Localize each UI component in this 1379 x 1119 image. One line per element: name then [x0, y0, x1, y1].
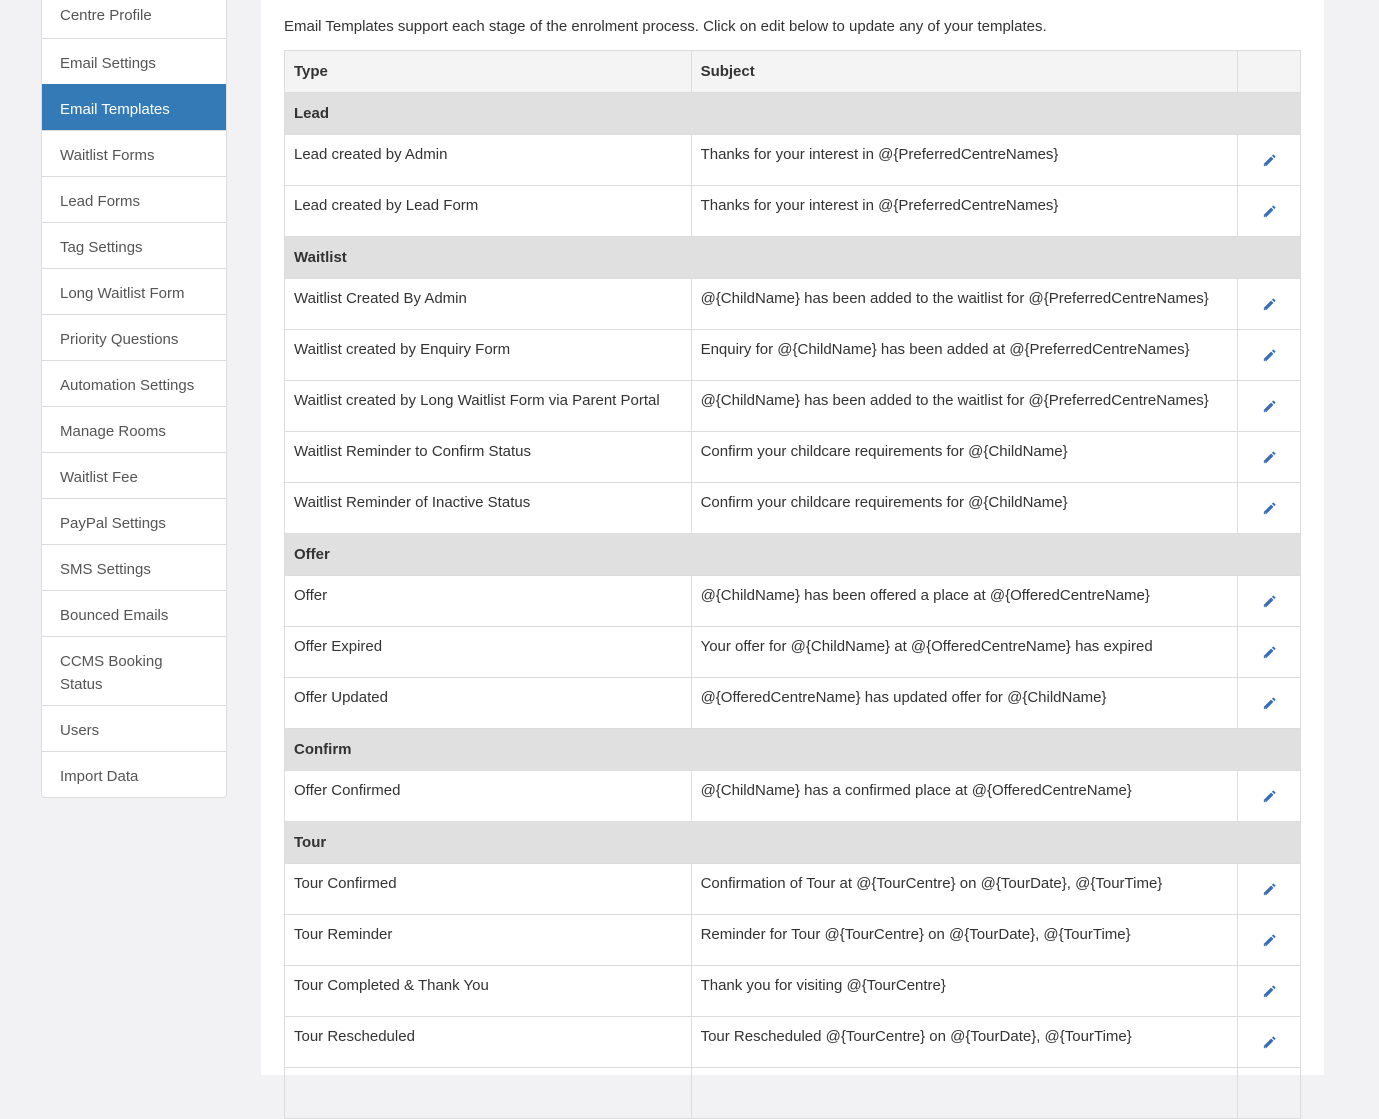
pencil-icon[interactable]: [1261, 450, 1277, 466]
action-cell: [1238, 279, 1301, 330]
template-type: Lead created by Lead Form: [285, 186, 692, 237]
action-cell: [1238, 771, 1301, 822]
template-type: Waitlist Reminder of Inactive Status: [285, 483, 692, 534]
template-subject: Thanks for your interest in @{PreferredCentreNames}: [691, 135, 1237, 186]
table-row: [285, 915, 1301, 966]
sidebar-item-paypal-settings[interactable]: PayPal Settings: [42, 498, 226, 544]
template-type: Tour Completed & Thank You: [285, 966, 692, 1017]
sidebar-item-long-waitlist-form[interactable]: Long Waitlist Form: [42, 268, 226, 314]
action-cell: [1238, 135, 1301, 186]
table-row: [285, 432, 1301, 483]
template-type: Tour Reminder: [285, 915, 692, 966]
pencil-icon[interactable]: [1261, 789, 1277, 805]
action-cell: [1238, 432, 1301, 483]
group-label: Waitlist: [285, 237, 1301, 279]
template-subject: Confirm your childcare requirements for @{ChildName}: [691, 483, 1237, 534]
table-row: [285, 864, 1301, 915]
sidebar-item-lead-forms[interactable]: Lead Forms: [42, 176, 226, 222]
group-label: Tour: [285, 822, 1301, 864]
sidebar-item-tag-settings[interactable]: Tag Settings: [42, 222, 226, 268]
table-row: [285, 186, 1301, 237]
table-row: [285, 771, 1301, 822]
table-row: [285, 279, 1301, 330]
template-subject: @{ChildName} has a confirmed place at @{OfferedCentreName}: [691, 771, 1237, 822]
pencil-icon[interactable]: [1261, 696, 1277, 712]
template-type: Offer Expired: [285, 627, 692, 678]
pencil-icon[interactable]: [1261, 933, 1277, 949]
sidebar-item-centre-profile[interactable]: Centre Profile: [60, 7, 152, 24]
group-row-offer: [285, 534, 1301, 576]
pencil-icon[interactable]: [1261, 297, 1277, 313]
group-label: Lead: [285, 93, 1301, 135]
pencil-icon[interactable]: [1261, 1035, 1277, 1051]
template-type: Waitlist Reminder to Confirm Status: [285, 432, 692, 483]
sidebar-item-sms-settings[interactable]: SMS Settings: [42, 544, 226, 590]
group-row-tour: [285, 822, 1301, 864]
main-panel: [261, 0, 1324, 1075]
intro-text: Email Templates support each stage of the enrolment process. Click on edit below to update any of your templates.: [284, 18, 1047, 35]
action-cell: [1238, 966, 1301, 1017]
pencil-icon[interactable]: [1261, 645, 1277, 661]
sidebar-item-priority-questions[interactable]: Priority Questions: [42, 314, 226, 360]
table-body: [285, 93, 1301, 1119]
template-type: Waitlist Created By Admin: [285, 279, 692, 330]
group-label: Offer: [285, 534, 1301, 576]
table-row: [285, 576, 1301, 627]
sidebar-item-users[interactable]: Users: [42, 705, 226, 751]
table-row: [285, 627, 1301, 678]
action-cell: [1238, 864, 1301, 915]
template-subject: @{ChildName} has been added to the waitlist for @{PreferredCentreNames}: [691, 381, 1237, 432]
action-cell: [1238, 1017, 1301, 1068]
column-header-subject[interactable]: Subject: [691, 51, 1237, 93]
action-cell: [1238, 915, 1301, 966]
action-cell: [1238, 1068, 1301, 1119]
template-type: [285, 1068, 692, 1119]
template-type: Waitlist created by Long Waitlist Form via Parent Portal: [285, 381, 692, 432]
template-subject: Thank you for visiting @{TourCentre}: [691, 966, 1237, 1017]
table-row: [285, 1068, 1301, 1119]
template-subject: Confirmation of Tour at @{TourCentre} on @{TourDate}, @{TourTime}: [691, 864, 1237, 915]
column-header-type[interactable]: Type: [285, 51, 692, 93]
table-row: [285, 381, 1301, 432]
group-row-waitlist: [285, 237, 1301, 279]
pencil-icon[interactable]: [1261, 882, 1277, 898]
template-type: Waitlist created by Enquiry Form: [285, 330, 692, 381]
action-cell: [1238, 678, 1301, 729]
pencil-icon[interactable]: [1261, 348, 1277, 364]
sidebar-item-automation-settings[interactable]: Automation Settings: [42, 360, 226, 406]
template-subject: Reminder for Tour @{TourCentre} on @{TourDate}, @{TourTime}: [691, 915, 1237, 966]
sidebar-item-manage-rooms[interactable]: Manage Rooms: [42, 406, 226, 452]
template-type: Offer: [285, 576, 692, 627]
template-subject: @{OfferedCentreName} has updated offer for @{ChildName}: [691, 678, 1237, 729]
table-header-row: [285, 51, 1301, 93]
template-subject: Thanks for your interest in @{PreferredCentreNames}: [691, 186, 1237, 237]
sidebar-item-bounced-emails[interactable]: Bounced Emails: [42, 590, 226, 636]
template-subject: Enquiry for @{ChildName} has been added at @{PreferredCentreNames}: [691, 330, 1237, 381]
sidebar-item-ccms-booking-status[interactable]: CCMS Booking Status: [42, 636, 226, 705]
table-row: [285, 678, 1301, 729]
sidebar-item-email-settings[interactable]: Email Settings: [42, 38, 226, 84]
table-row: [285, 1017, 1301, 1068]
email-templates-table: [284, 50, 1301, 1119]
template-subject: Confirm your childcare requirements for @{ChildName}: [691, 432, 1237, 483]
sidebar-item-waitlist-fee[interactable]: Waitlist Fee: [42, 452, 226, 498]
template-type: Tour Confirmed: [285, 864, 692, 915]
group-row-confirm: [285, 729, 1301, 771]
template-subject: Your offer for @{ChildName} at @{OfferedCentreName} has expired: [691, 627, 1237, 678]
pencil-icon[interactable]: [1261, 204, 1277, 220]
pencil-icon[interactable]: [1261, 984, 1277, 1000]
action-cell: [1238, 483, 1301, 534]
settings-sidebar: [41, 0, 227, 798]
action-cell: [1238, 627, 1301, 678]
template-type: Offer Updated: [285, 678, 692, 729]
group-row-lead: [285, 93, 1301, 135]
action-cell: [1238, 381, 1301, 432]
sidebar-item-waitlist-forms[interactable]: Waitlist Forms: [42, 130, 226, 176]
pencil-icon[interactable]: [1261, 399, 1277, 415]
action-cell: [1238, 576, 1301, 627]
template-type: Lead created by Admin: [285, 135, 692, 186]
sidebar-item-import-data[interactable]: Import Data: [42, 751, 226, 797]
template-type: Tour Rescheduled: [285, 1017, 692, 1068]
template-type: Offer Confirmed: [285, 771, 692, 822]
sidebar-item-email-templates[interactable]: Email Templates: [42, 84, 226, 130]
template-subject: [691, 1068, 1237, 1119]
column-header-action: [1238, 51, 1301, 93]
pencil-icon[interactable]: [1261, 153, 1277, 169]
action-cell: [1238, 186, 1301, 237]
pencil-icon[interactable]: [1261, 594, 1277, 610]
template-subject: @{ChildName} has been added to the waitlist for @{PreferredCentreNames}: [691, 279, 1237, 330]
table-row: [285, 966, 1301, 1017]
template-subject: Tour Rescheduled @{TourCentre} on @{TourDate}, @{TourTime}: [691, 1017, 1237, 1068]
pencil-icon[interactable]: [1261, 501, 1277, 517]
group-label: Confirm: [285, 729, 1301, 771]
table-row: [285, 330, 1301, 381]
table-row: [285, 483, 1301, 534]
template-subject: @{ChildName} has been offered a place at @{OfferedCentreName}: [691, 576, 1237, 627]
table-row: [285, 135, 1301, 186]
action-cell: [1238, 330, 1301, 381]
